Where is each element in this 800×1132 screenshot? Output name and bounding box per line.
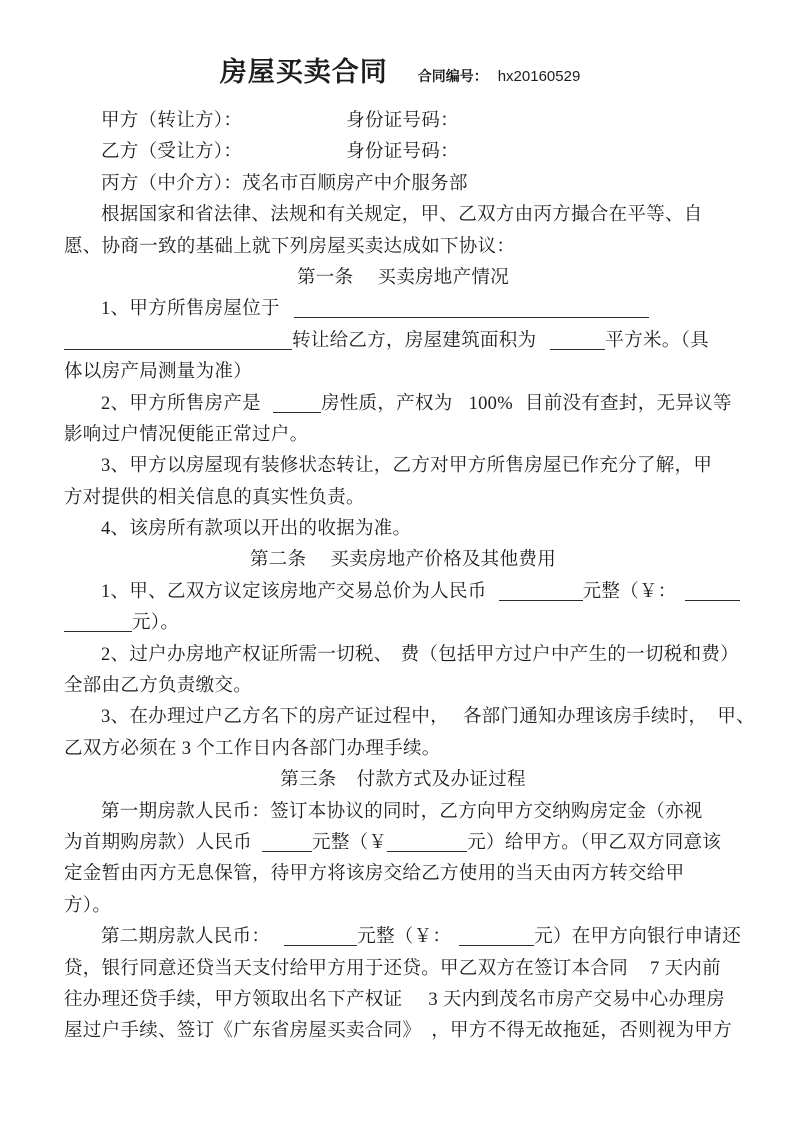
spacer: [536, 345, 550, 346]
payment-2-line-3: [64, 985, 742, 1016]
party-c-line: [64, 169, 742, 200]
article-2-item-2-line-1: [64, 640, 742, 671]
text-segment: 费（包括甲方过户中产生的一切税和费）: [400, 644, 739, 665]
text-segment: 愿、协商一致的基础上就下列房屋买卖达成如下协议：: [64, 236, 516, 257]
spacer: [513, 408, 525, 409]
party-a-line: [64, 106, 742, 137]
text-segment: 1、甲方所售房屋位于: [101, 299, 280, 320]
article-1-item-1-line-1: [64, 294, 742, 325]
text-segment: 各部门通知办理该房手续时，: [462, 707, 708, 728]
blank-field: [499, 578, 583, 601]
text-segment: 3、甲方以房屋现有装修状态转让，乙方对甲方所售房屋已作充分了解，甲: [101, 456, 713, 477]
text-segment: 全部由乙方负责缴交。: [64, 676, 253, 697]
spacer: [707, 721, 717, 722]
article-2-item-1-line-1: [64, 577, 742, 608]
blank-field: [685, 578, 740, 601]
payment-2-line-1: [64, 922, 742, 953]
article-2-item-2-line-2: [64, 671, 742, 702]
text-segment: 第二期房款人民币：: [101, 927, 271, 948]
text-segment: 100%: [468, 393, 513, 414]
text-segment: 身份证号码：: [346, 142, 459, 163]
text-segment: ，甲方不得无故拖延，否则视为甲方: [431, 1021, 733, 1042]
text-segment: 买卖房地产价格及其他费用: [330, 550, 556, 571]
text-segment: 贷，银行同意还贷当天支付给甲方用于还贷。甲乙双方在签订本合同: [64, 958, 629, 979]
text-segment: 买卖房地产情况: [377, 267, 509, 288]
payment-1-line-4: [64, 891, 742, 922]
blank-field: [294, 295, 649, 318]
blank-field: [387, 829, 467, 852]
text-segment: 元）在甲方向银行申请还: [534, 927, 742, 948]
blank-field: [273, 390, 321, 413]
blank-field: [550, 327, 605, 350]
text-segment: 2、甲方所售房产是: [101, 393, 261, 414]
text-segment: 2、过户办房地产权证所需一切税、: [101, 644, 393, 665]
document-body: [0, 106, 800, 1048]
text-segment: 为首期购房款）人民币: [64, 832, 253, 853]
text-segment: 3、在办理过户乙方名下的房产证过程中，: [101, 707, 449, 728]
contract-number-label: 合同编号：: [417, 70, 488, 85]
article-2-item-3-line-1: [64, 702, 755, 733]
payment-2-line-2: [64, 954, 742, 985]
blank-field: [284, 923, 357, 946]
text-segment: 根据国家和省法律、法规和有关规定，甲、乙双方由丙方撮合在平等、自: [101, 205, 703, 226]
article-1-item-2-line-1: [64, 389, 742, 420]
text-segment: 第一期房款人民币：签订本协议的同时，乙方向甲方交纳购房定金（亦视: [101, 801, 703, 822]
text-segment: 第二条: [249, 550, 307, 571]
spacer: [451, 941, 459, 942]
text-segment: 第一条: [296, 267, 354, 288]
text-segment: 甲方（转让方）：: [101, 111, 243, 131]
spacer: [261, 408, 273, 409]
article-1-item-1-line-3: [64, 357, 742, 388]
text-segment: 定金暂由丙方无息保管，待甲方将该房交给乙方使用的当天由丙方转交给甲: [64, 864, 685, 885]
payment-1-line-2: [64, 828, 742, 859]
text-segment: 转让给乙方，房屋建筑面积为: [292, 330, 537, 351]
text-segment: 元整（￥: [312, 832, 388, 853]
spacer: [487, 596, 499, 597]
spacer: [270, 941, 284, 942]
text-segment: 方对提供的相关信息的真实性负责。: [64, 487, 365, 508]
article-1-item-3-line-2: [64, 483, 742, 514]
article-1-item-1-line-2: [64, 326, 742, 357]
text-segment: 乙双方必须在 3 个工作日内各部门办理手续。: [64, 738, 441, 759]
spacer: [628, 973, 650, 974]
text-segment: 第三条: [280, 770, 337, 791]
spacer: [402, 1004, 428, 1005]
spacer: [306, 564, 330, 565]
text-segment: 付款方式及办证过程: [356, 770, 526, 791]
text-segment: 体以房产局测量为准）: [64, 362, 253, 383]
blank-field: [64, 609, 132, 632]
preamble-line-1: [64, 200, 742, 231]
article-2-item-1-line-2: [64, 608, 742, 639]
spacer: [252, 847, 262, 848]
text-segment: 甲、: [717, 707, 755, 728]
payment-1-line-1: [64, 797, 742, 828]
spacer: [421, 1035, 431, 1036]
spacer: [280, 313, 294, 314]
blank-field: [459, 923, 534, 946]
text-segment: 元整（￥：: [582, 581, 677, 602]
text-segment: 丙方（中介方）：茂名市百顺房产中介服务部: [101, 173, 468, 194]
page-title: 房屋买卖合同: [219, 57, 388, 87]
text-segment: 往办理还贷手续，甲方领取出名下产权证: [64, 989, 403, 1010]
blank-field: [64, 327, 292, 350]
blank-field: [262, 829, 312, 852]
text-segment: 元）。: [132, 613, 180, 634]
spacer: [453, 408, 469, 409]
payment-1-line-3: [64, 859, 742, 890]
text-segment: 1、甲、乙双方议定该房地产交易总价为人民币: [101, 581, 487, 602]
text-segment: 影响过户情况便能正常过户。: [64, 424, 309, 445]
text-segment: 元）给甲方。（甲乙双方同意该: [467, 832, 722, 853]
spacer: [449, 721, 463, 722]
text-segment: 房性质，产权为: [320, 393, 453, 414]
text-segment: 元整（￥：: [357, 927, 452, 948]
article-1-item-2-line-2: [64, 420, 742, 451]
spacer: [337, 784, 357, 785]
text-segment: 方）。: [64, 895, 112, 916]
payment-2-line-4: [64, 1016, 742, 1047]
article-2-heading: [64, 545, 742, 576]
text-segment: 平方米。（具: [605, 330, 709, 351]
text-segment: 乙方（受让方）：: [101, 142, 243, 163]
spacer: [393, 659, 401, 660]
text-segment: 身份证号码：: [346, 111, 459, 131]
spacer: [242, 125, 346, 126]
article-3-heading: [64, 765, 742, 796]
text-segment: 7 天内前: [650, 958, 721, 979]
text-segment: 3 天内到茂名市房产交易中心办理房: [428, 989, 725, 1010]
spacer: [242, 156, 346, 157]
text-segment: 屋过户手续、签订《广东省房屋买卖合同》: [64, 1021, 422, 1042]
document-header: [0, 52, 800, 92]
contract-number-value: hx20160529: [497, 68, 581, 85]
party-b-line: [64, 137, 742, 168]
spacer: [353, 282, 377, 283]
article-1-item-4: [64, 514, 742, 545]
text-segment: 4、该房所有款项以开出的收据为准。: [101, 519, 412, 540]
article-2-item-3-line-2: [64, 734, 742, 765]
article-1-heading: [64, 263, 742, 294]
spacer: [677, 596, 685, 597]
preamble-line-2: [64, 232, 742, 263]
text-segment: 目前没有查封，无异议等: [524, 393, 732, 414]
article-1-item-3-line-1: [64, 451, 742, 482]
